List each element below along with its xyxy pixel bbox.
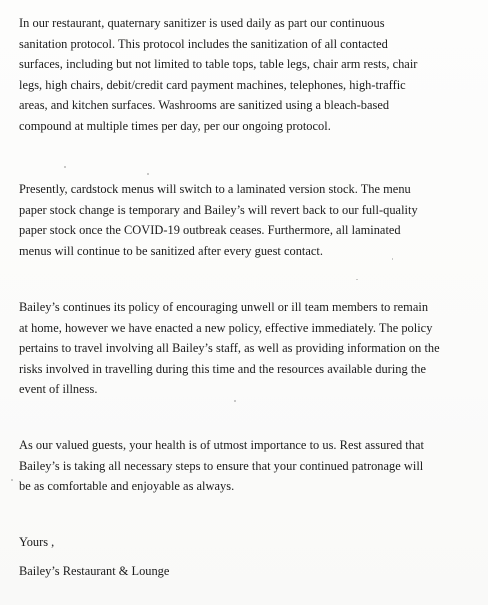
signature-line: Bailey’s Restaurant & Lounge xyxy=(19,564,170,578)
closing-line: Yours , xyxy=(19,535,55,549)
scan-speck xyxy=(11,479,13,481)
paragraph-menus: Presently, cardstock menus will switch to a laminated version stock. The menu paper stock change is temporary and Bailey’s will revert back to our full-quality paper stock once the COVID-19 outbreak ceases. Furthermore, all laminated menus will continue to be sanitized after every guest contact. xyxy=(19,182,418,258)
scan-speck xyxy=(147,173,149,175)
scan-speck xyxy=(356,279,358,280)
paragraph-staff-policy: Bailey’s continues its policy of encouraging unwell or ill team members to remain at home, however we have enacted a new policy, effective immediately. The policy pertains to travel involving all Bailey’s staff, as well as providing information on the risks involved in travelling during this time and the resources available during the event of illness. xyxy=(19,300,440,396)
paragraph-guest-health: As our valued guests, your health is of utmost importance to us. Rest assured that Bailey’s is taking all necessary steps to ensure that your continued patronage will be as comfortable and enjoyable as always. xyxy=(19,438,424,493)
scan-speck xyxy=(64,166,66,168)
paragraph-sanitation: In our restaurant, quaternary sanitizer is used daily as part our continuous sanitation protocol. This protocol includes the sanitization of all contacted surfaces, including but not limited to table tops, table legs, chair arm rests, chair legs, high chairs, debit/credit card payment machines, telephones, high-traffic areas, and kitchen surfaces. Washrooms are sanitized using a bleach-based compound at multiple times per day, per our ongoing protocol. xyxy=(19,16,418,133)
scan-speck xyxy=(392,258,393,260)
scan-speck xyxy=(234,400,236,402)
